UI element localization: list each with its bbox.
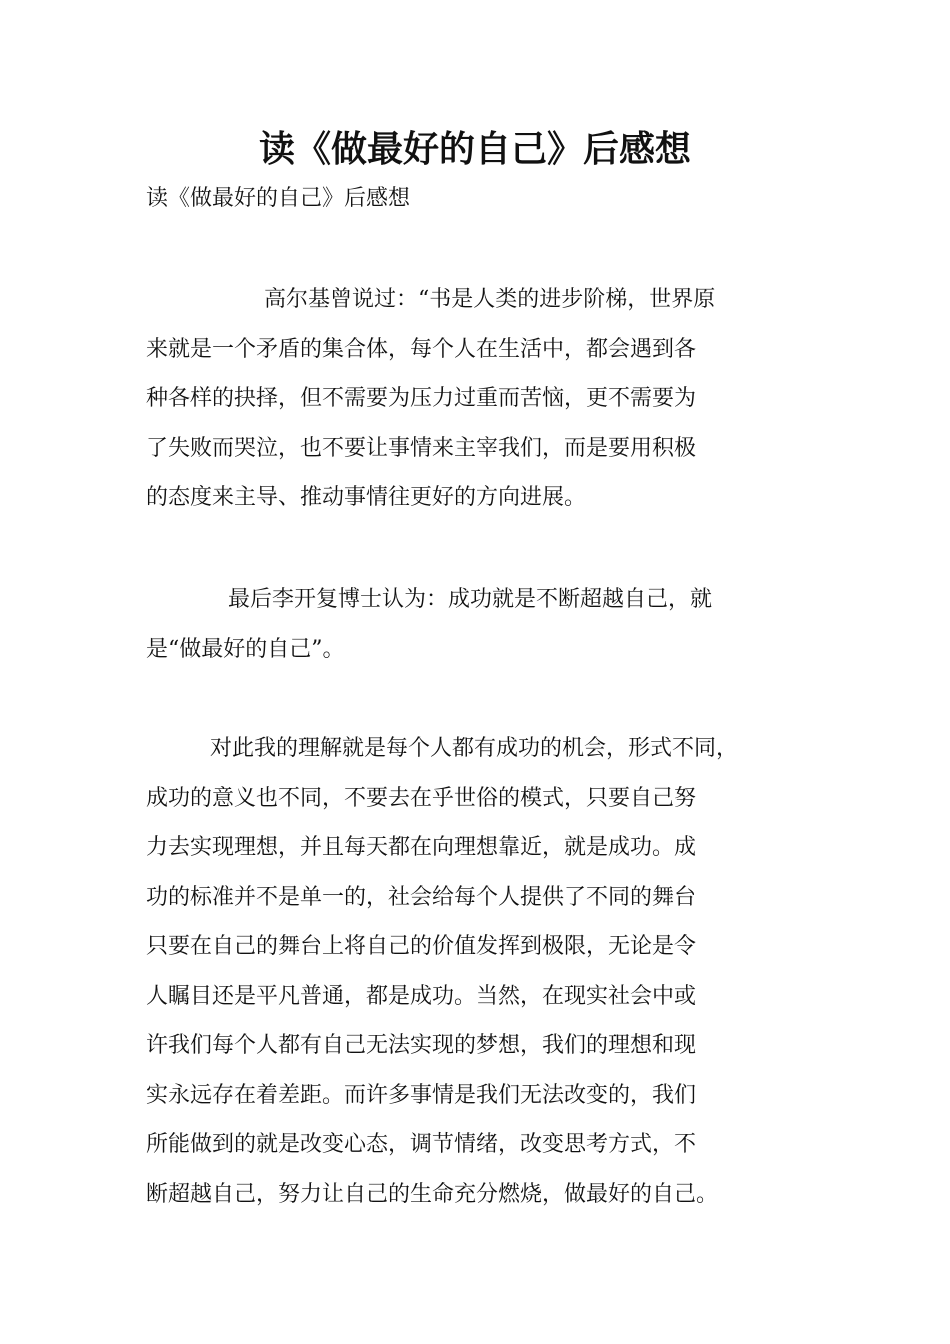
paragraph-3: [146, 724, 836, 1219]
paragraph-line: 力去实现理想，并且每天都在向理想靠近，就是成功。成: [146, 835, 697, 860]
paragraph-line: 实永远存在着差距。而许多事情是我们无法改变的，我们: [146, 1082, 697, 1108]
paragraph-line: 功的标准并不是单一的，社会给每个人提供了不同的舞台: [146, 884, 697, 910]
paragraph-line: 高尔基曾说过：“书是人类的进步阶梯，世界原: [264, 287, 716, 312]
paragraph-line: 对此我的理解就是每个人都有成功的机会，形式不同，: [210, 736, 739, 761]
paragraph-line: 种各样的抉择，但不需要为压力过重而苦恼，更不需要为: [146, 386, 697, 411]
document-subtitle: 读《做最好的自己》后感想: [146, 186, 411, 211]
paragraph-line: 是“做最好的自己”。: [146, 636, 345, 662]
paragraph-line: 来就是一个矛盾的集合体，每个人在生活中，都会遇到各: [146, 336, 697, 362]
document-title: 读《做最好的自己》后感想: [258, 129, 691, 170]
paragraph-line: 人瞩目还是平凡普通，都是成功。当然，在现实社会中或: [146, 983, 697, 1009]
paragraph-line: 所能做到的就是改变心态，调节情绪，改变思考方式，不: [146, 1132, 697, 1157]
paragraph-line: 许我们每个人都有自己无法实现的梦想，我们的理想和现: [146, 1033, 697, 1058]
paragraph-line: 断超越自己，努力让自己的生命充分燃烧，做最好的自己。: [146, 1181, 719, 1207]
paragraph-line: 了失败而哭泣，也不要让事情来主宰我们，而是要用积极: [146, 435, 697, 461]
paragraph-line: 的态度来主导、推动事情往更好的方向进展。: [146, 485, 587, 510]
paragraph-line: 最后李开复博士认为：成功就是不断超越自己，就: [228, 587, 713, 612]
paragraph-1: [146, 275, 836, 523]
paragraph-2: [146, 575, 836, 674]
paragraph-line: 成功的意义也不同，不要去在乎世俗的模式，只要自己努: [146, 785, 697, 811]
paragraph-line: 只要在自己的舞台上将自己的价值发挥到极限，无论是令: [146, 934, 697, 959]
